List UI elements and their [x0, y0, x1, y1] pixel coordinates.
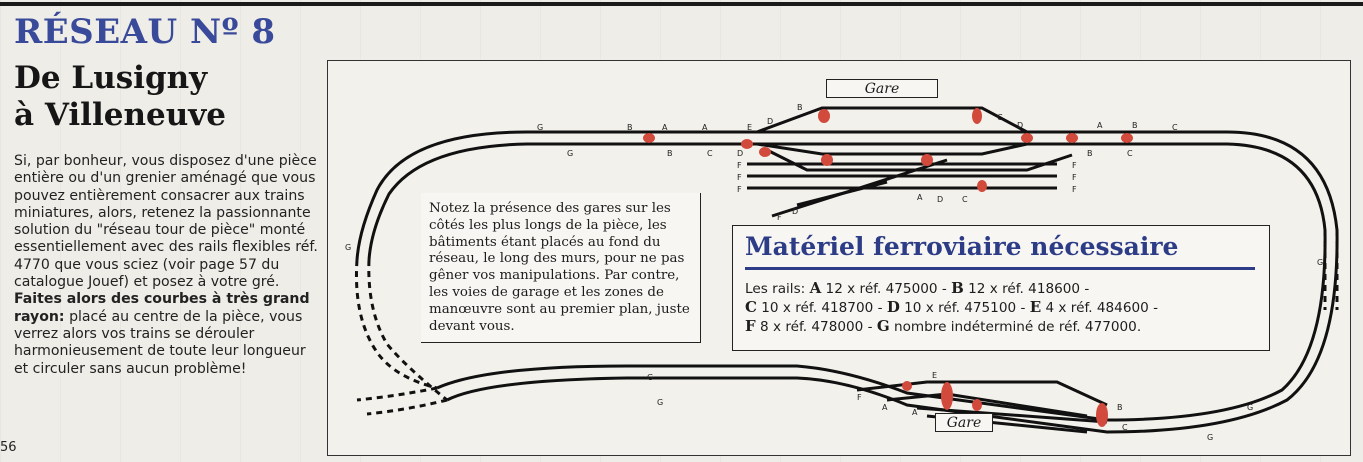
label-f-6: F — [1072, 185, 1077, 194]
label-b-3: B — [667, 149, 673, 158]
page-number: 56 — [0, 440, 17, 455]
item-text-g: nombre indéterminé de réf. 477000. — [894, 319, 1142, 335]
label-f-8: F — [857, 393, 862, 402]
label-g-3: G — [647, 373, 654, 382]
label-d-2: D — [737, 149, 744, 158]
label-c-3: C — [1172, 123, 1178, 132]
gare-label-bottom: Gare — [935, 413, 993, 432]
label-c-5: C — [962, 195, 968, 204]
materiel-box — [732, 225, 1270, 351]
network-number: RÉSEAU Nº 8 — [14, 12, 276, 52]
label-b-1: B — [627, 123, 633, 132]
item-text-a: 12 x réf. 475000 - — [825, 281, 947, 297]
item-text-d: 10 x réf. 475100 - — [904, 300, 1026, 316]
intro-text-1: Si, par bonheur, vous disposez d'une pièce entière ou d'un grenier aménagé que vous pouvez entièrement consacrer aux trains miniatures, alors, retenez la passionnante solution du "réseau tour de pièce" monté essentiellement avec des rails flexibles réf. 4770 que vous sciez (voir page 57 du catalogue Jouef) et posez à votre gré. — [14, 153, 318, 291]
label-f-2: F — [737, 173, 742, 182]
intro-paragraph — [14, 153, 319, 378]
title-line-1: De Lusigny — [14, 60, 208, 96]
label-e-1: E — [747, 123, 753, 132]
label-a-3: A — [1097, 121, 1103, 130]
label-g-7: G — [1317, 258, 1324, 267]
title-line-2: à Villeneuve — [14, 97, 226, 133]
label-a-5: A — [882, 403, 888, 412]
item-text-f: 8 x réf. 478000 - — [759, 319, 873, 335]
page-title — [14, 60, 314, 134]
label-g-2: G — [567, 149, 574, 158]
materiel-intro: Les rails: — [745, 281, 806, 297]
label-f-1: F — [737, 161, 742, 170]
label-a-6: A — [912, 408, 918, 417]
note-box: Notez la présence des gares sur les côtés les plus longs de la pièce, les bâtiments étant placés au fond du réseau, le long des murs, pour ne pas gêner vos manipulations. Par contre, les voies de garage et les zones de manœuvre sont au premier plan, juste devant vous. — [421, 193, 701, 343]
item-letter-e: E — [1029, 298, 1042, 316]
label-c-1: C — [707, 149, 713, 158]
materiel-underline — [745, 267, 1255, 270]
label-f-5: F — [1072, 173, 1077, 182]
label-a-2: A — [702, 123, 708, 132]
intro-text-2: placé au centre de la pièce, vous verrez alors vos trains se dérouler harmonieusement de toute leur longueur et circuler sans aucun problème! — [14, 308, 306, 377]
intro-text-bold: Faites alors des courbes à très grand rayon: — [14, 291, 310, 325]
top-rule — [0, 2, 1363, 6]
item-letter-a: A — [809, 279, 822, 297]
item-text-c: 10 x réf. 418700 - — [761, 300, 883, 316]
label-c-4: C — [1127, 149, 1133, 158]
label-e-2: E — [932, 371, 938, 380]
item-letter-d: D — [886, 298, 900, 316]
item-letter-b: B — [951, 279, 964, 297]
label-f-4: F — [1072, 161, 1077, 170]
label-g-6: G — [1247, 403, 1254, 412]
label-b-6: B — [1117, 403, 1123, 412]
label-g-1: G — [537, 123, 544, 132]
label-c-6: C — [1122, 423, 1128, 432]
item-letter-g: G — [876, 317, 890, 335]
label-g-4: G — [657, 398, 664, 407]
label-g-8: G — [345, 243, 352, 252]
upper-station-tracks — [747, 108, 1072, 216]
item-letter-c: C — [745, 298, 757, 316]
materiel-title: Matériel ferroviaire nécessaire — [745, 232, 1179, 261]
item-text-b: 12 x réf. 418600 - — [968, 281, 1090, 297]
label-g-5: G — [1207, 433, 1214, 442]
materiel-list — [745, 279, 1265, 336]
label-c-2: C — [997, 113, 1003, 122]
label-b-4: B — [1132, 121, 1138, 130]
label-a-1: A — [662, 123, 668, 132]
label-b-5: B — [1087, 149, 1093, 158]
item-text-e: 4 x réf. 484600 - — [1045, 300, 1158, 316]
label-d-5: D — [937, 195, 944, 204]
label-f-7: F — [777, 213, 782, 222]
label-d-4: D — [792, 207, 799, 216]
label-a-4: A — [917, 193, 923, 202]
label-d-3: D — [1017, 121, 1024, 130]
item-letter-f: F — [745, 317, 756, 335]
gare-label-top: Gare — [826, 79, 938, 98]
label-b-2: B — [797, 103, 803, 112]
label-d-1: D — [767, 117, 774, 126]
label-f-3: F — [737, 185, 742, 194]
